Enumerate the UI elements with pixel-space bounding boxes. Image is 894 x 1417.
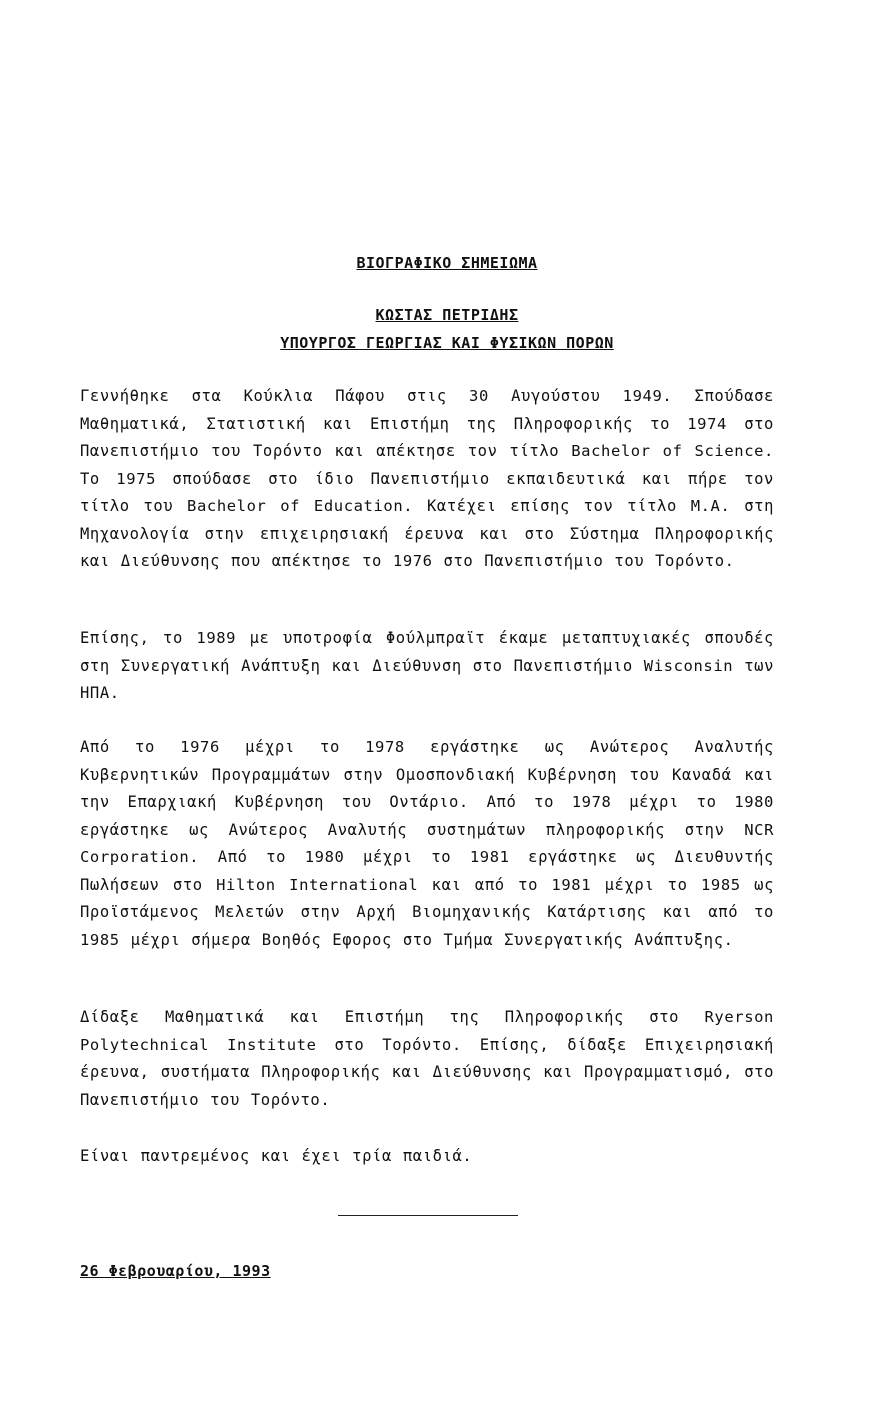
person-role: ΥΠΟΥΡΓΟΣ ΓΕΩΡΓΙΑΣ ΚΑΙ ΦΥΣΙΚΩΝ ΠΟΡΩΝ <box>280 334 614 352</box>
separator-line <box>338 1215 518 1216</box>
paragraph-postgraduate: Επίσης, το 1989 με υποτροφία Φούλμπραϊτ έκαμε μεταπτυχιακές σπουδές στη Συνεργατική Ανάπτυξη και Διεύθυνση στο Πανεπιστήμιο Wisconsin των ΗΠΑ. <box>80 629 774 702</box>
paragraph-career: Από το 1976 μέχρι το 1978 εργάστηκε ως Ανώτερος Αναλυτής Κυβερνητικών Προγραμμάτων στην Ομοσπονδιακή Κυβέρνηση του Καναδά και την Επαρχιακή Κυβέρνηση του Οντάριο. Από το 1978 μέχρι το 1980 εργάστηκε ως Ανώτερος Αναλυτής συστημάτων πληροφορικής στην NCR Corporation. Από το 1980 μέχρι το 1981 εργάστηκε ως Διευθυντής Πωλήσεων στο Hilton International και από το 1981 μέχρι το 1985 ως Προϊστάμενος Μελετών στην Αρχή Βιομηχανικής Κατάρτισης και από το 1985 μέχρι σήμερα Βοηθός Εφορος στο Τμήμα Συνεργατικής Ανάπτυξης. <box>80 738 774 949</box>
document-title: ΒΙΟΓΡΑΦΙΚΟ ΣΗΜΕΙΩΜΑ <box>356 254 538 272</box>
document-date: 26 Φεβρουαρίου, 1993 <box>80 1262 271 1280</box>
paragraph-family: Είναι παντρεμένος και έχει τρία παιδιά. <box>80 1147 473 1165</box>
person-name: ΚΩΣΤΑΣ ΠΕΤΡΙΔΗΣ <box>375 306 519 324</box>
paragraph-teaching: Δίδαξε Μαθηματικά και Επιστήμη της Πληροφορικής στο Ryerson Polytechnical Institute στο Τορόντο. Επίσης, δίδαξε Επιχειρησιακή έρευνα, συστήματα Πληροφορικής και Διεύθυνσης και Προγραμματισμό, στο Πανεπιστήμιο του Τορόντο. <box>80 1008 774 1109</box>
paragraph-education: Γεννήθηκε στα Κούκλια Πάφου στις 30 Αυγούστου 1949. Σπούδασε Μαθηματικά, Στατιστική και Επιστήμη της Πληροφορικής το 1974 στο Πανεπιστήμιο του Τορόντο και απέκτησε τον τίτλο Bachelor of Science. Το 1975 σπούδασε στο ίδιο Πανεπιστήμιο εκπαιδευτικά και πήρε τον τίτλο του Bachelor of Education. Κατέχει επίσης τον τίτλο M.A. στη Μηχανολογία στην επιχειρησιακή έρευνα και στο Σύστημα Πληροφορικής και Διεύθυνσης που απέκτησε το 1976 στο Πανεπιστήμιο του Τορόντο. <box>80 387 774 570</box>
